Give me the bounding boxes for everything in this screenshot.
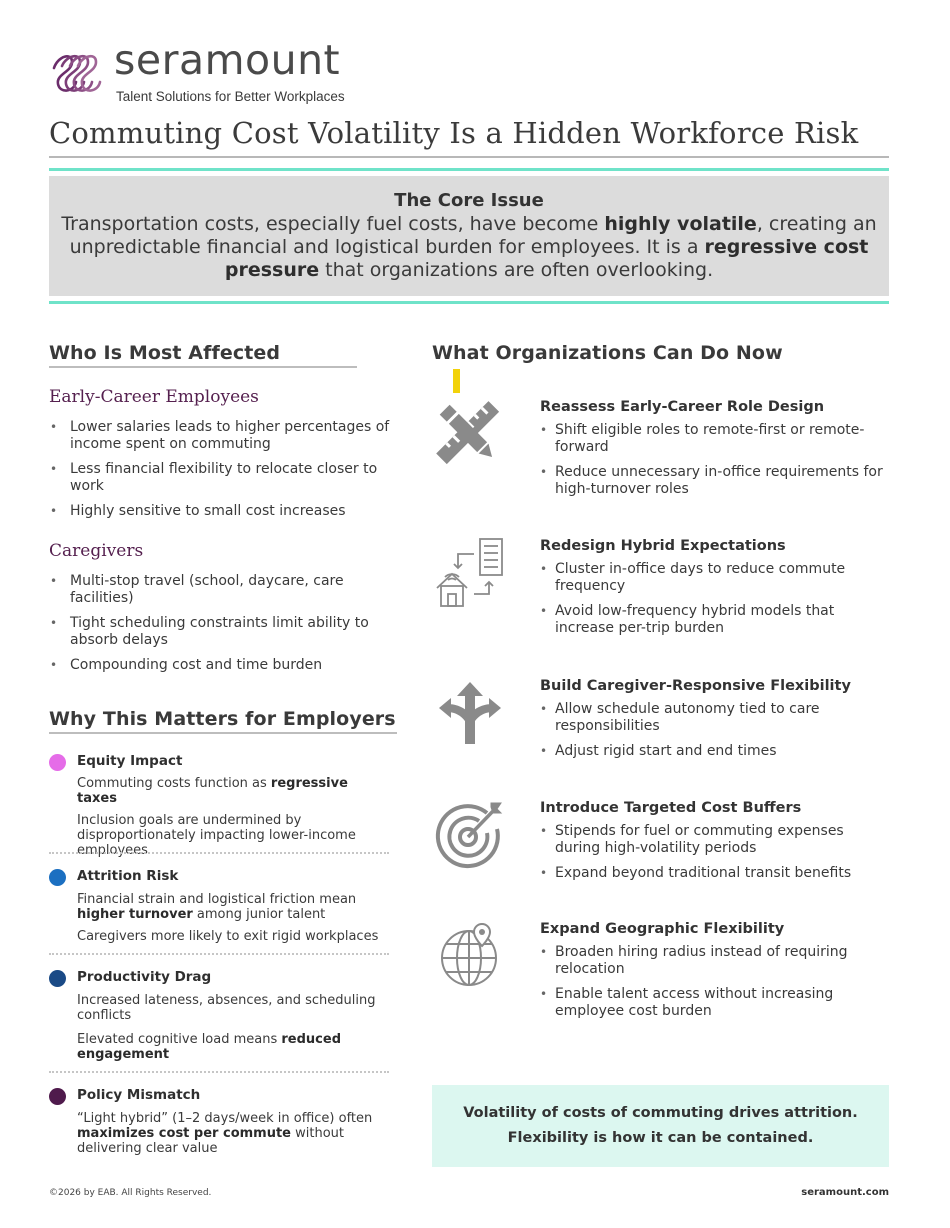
pencil-ruler-icon (434, 398, 502, 468)
list-item: • Cluster in-office days to reduce commute frequency (540, 561, 890, 595)
action-title: Expand Geographic Flexibility (540, 921, 785, 937)
list-item: • Adjust rigid start and end times (540, 743, 890, 760)
action-title: Reassess Early-Career Role Design (540, 399, 825, 415)
why-item-text: Commuting costs function as regressive taxes (77, 776, 348, 806)
list-item: • Enable talent access without increasing employee cost burden (540, 986, 890, 1020)
list-item: • Allow schedule autonomy tied to care responsibilities (540, 701, 890, 735)
productivity-dot-icon (49, 970, 66, 987)
core-issue-text: Transportation costs, especially fuel costs, have become highly volatile, creating an unpredictable financial and logistical burden for employees. It is a regressive cost pressure that organizations are often overlooking. (61, 213, 877, 281)
callout-line-2: Flexibility is how it can be contained. (507, 1130, 814, 1146)
list-item: • Multi-stop travel (school, daycare, care facilities) (49, 573, 394, 607)
list-item: • Avoid low-frequency hybrid models that increase per-trip burden (540, 603, 890, 637)
seramount-logo-icon (48, 48, 104, 104)
core-top-accent (49, 168, 889, 171)
list-item: • Reduce unnecessary in-office requirements for high-turnover roles (540, 464, 890, 498)
footer-copyright: ©2026 by EAB. All Rights Reserved. (49, 1188, 212, 1198)
dotted-divider (49, 1071, 389, 1073)
action-item-hybrid (540, 538, 890, 645)
list-item: • Broaden hiring radius instead of requiring relocation (540, 944, 890, 978)
why-item-title: Policy Mismatch (77, 1087, 201, 1103)
home-office-icon (434, 536, 506, 608)
why-item-text: “Light hybrid” (1–2 days/week in office) often maximizes cost per commute without delivering clear value (77, 1111, 373, 1156)
globe-pin-icon (438, 922, 502, 988)
early-career-list (49, 419, 394, 528)
brand-name: seramount (114, 36, 341, 84)
action-title: Redesign Hybrid Expectations (540, 538, 786, 554)
action-item-cost-buffers (540, 800, 890, 890)
equity-dot-icon (49, 754, 66, 771)
list-item: • Tight scheduling constraints limit ability to absorb delays (49, 615, 394, 649)
affected-heading: Who Is Most Affected (49, 342, 281, 364)
list-item: • Stipends for fuel or commuting expenses during high-volatility periods (540, 823, 890, 857)
takeaway-callout (432, 1085, 889, 1167)
caregivers-list (49, 573, 394, 682)
action-item-caregiver (540, 678, 890, 768)
group-title-caregivers: Caregivers (49, 541, 144, 561)
core-issue-box (49, 176, 889, 296)
why-item-title: Equity Impact (77, 753, 183, 769)
why-item-text: Caregivers more likely to exit rigid workplaces (77, 929, 379, 944)
why-item-title: Productivity Drag (77, 969, 212, 985)
list-item: • Compounding cost and time burden (49, 657, 394, 674)
action-item-geographic (540, 921, 890, 1028)
group-title-early-career: Early-Career Employees (49, 387, 259, 407)
footer-site-link[interactable]: seramount.com (801, 1187, 889, 1198)
action-item-role-design (540, 399, 890, 506)
brand-tagline: Talent Solutions for Better Workplaces (116, 89, 345, 104)
yellow-marker (453, 369, 460, 393)
callout-line-1: Volatility of costs of commuting drives attrition. (463, 1105, 858, 1121)
dotted-divider (49, 852, 389, 854)
why-item-text: Increased lateness, absences, and scheduling conflicts (77, 993, 376, 1023)
why-item-text: Financial strain and logistical friction mean higher turnover among junior talent (77, 892, 357, 922)
page-title: Commuting Cost Volatility Is a Hidden Workforce Risk (49, 116, 859, 150)
title-divider (49, 156, 889, 158)
action-title: Build Caregiver-Responsive Flexibility (540, 678, 851, 694)
target-icon (435, 799, 505, 869)
why-item-text: Inclusion goals are undermined by disproportionately impacting lower-income employees (77, 813, 356, 858)
dotted-divider (49, 953, 389, 955)
split-arrows-icon (437, 680, 503, 746)
list-item: • Shift eligible roles to remote-first or remote-forward (540, 422, 890, 456)
list-item: • Less financial flexibility to relocate closer to work (49, 461, 394, 495)
affected-divider (49, 366, 357, 368)
why-heading: Why This Matters for Employers (49, 708, 396, 730)
why-item-text: Elevated cognitive load means reduced engagement (77, 1032, 342, 1062)
policy-dot-icon (49, 1088, 66, 1105)
list-item: • Lower salaries leads to higher percentages of income spent on commuting (49, 419, 394, 453)
why-item-title: Attrition Risk (77, 868, 179, 884)
list-item: • Expand beyond traditional transit benefits (540, 865, 890, 882)
actions-heading: What Organizations Can Do Now (432, 342, 783, 364)
core-issue-heading: The Core Issue (394, 190, 544, 211)
list-item: • Highly sensitive to small cost increases (49, 503, 394, 520)
why-divider (49, 732, 397, 734)
attrition-dot-icon (49, 869, 66, 886)
action-title: Introduce Targeted Cost Buffers (540, 800, 802, 816)
core-bottom-accent (49, 301, 889, 304)
